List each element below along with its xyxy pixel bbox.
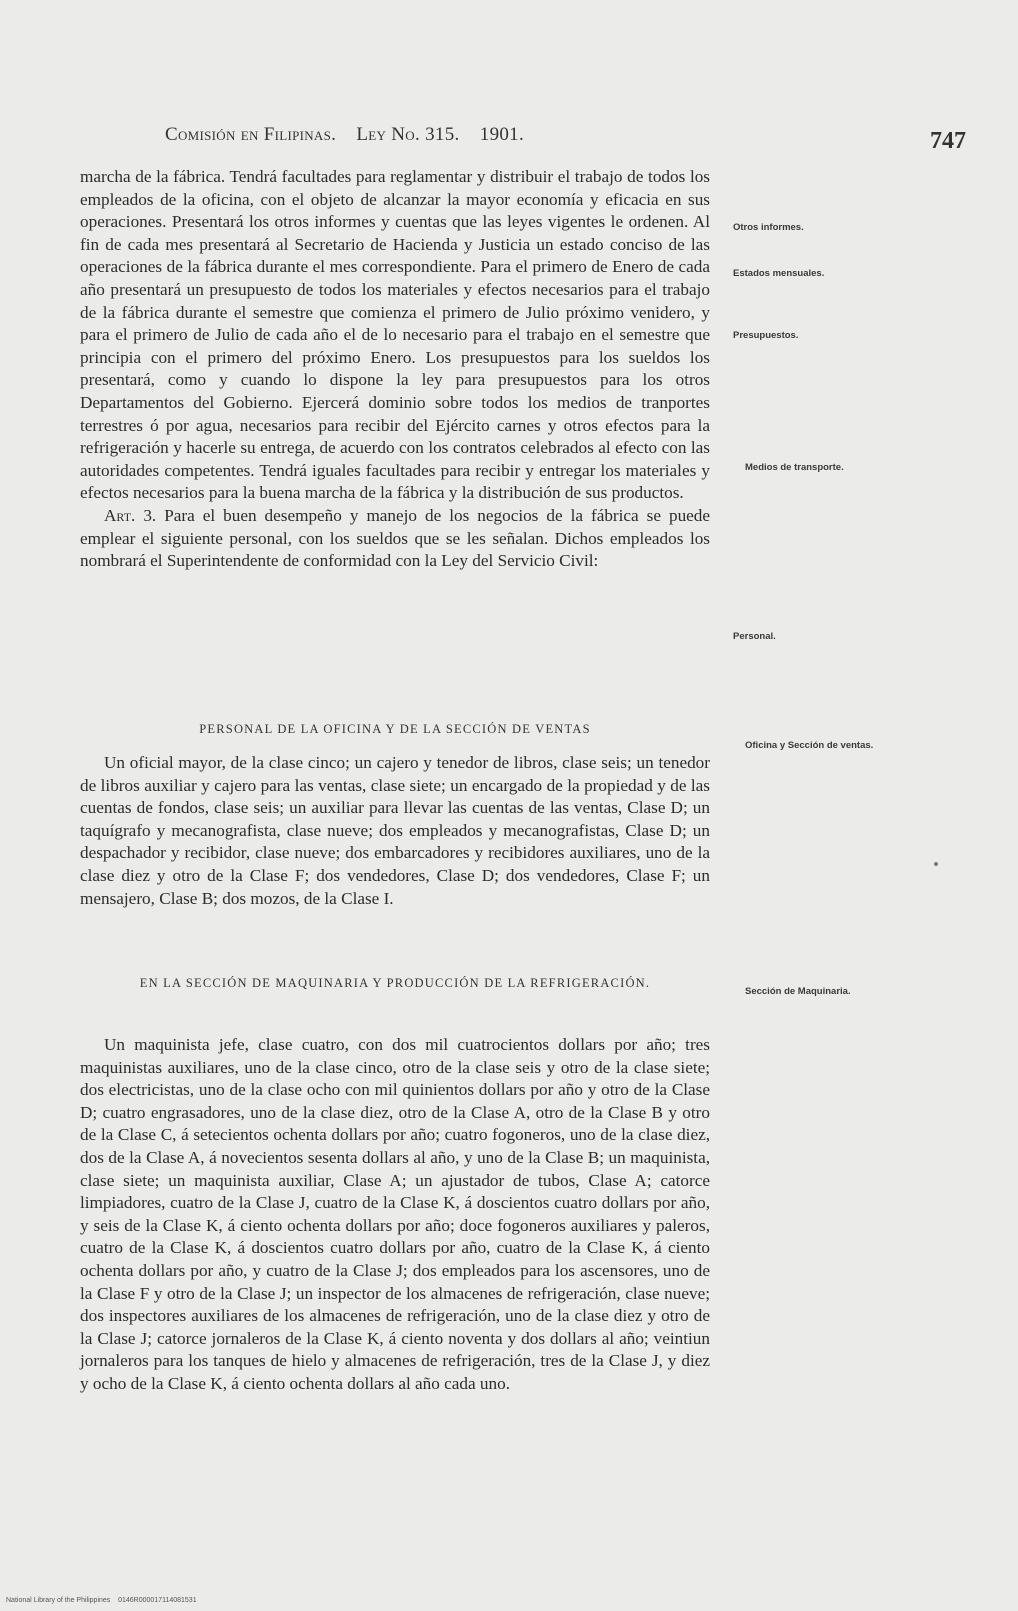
section-heading-machinery: EN LA SECCIÓN DE MAQUINARIA Y PRODUCCIÓN DE LA REFRIGERACIÓN. bbox=[139, 976, 651, 990]
footer-id: 0146R000017114081531 bbox=[118, 1597, 197, 1604]
section-heading-office: PERSONAL DE LA OFICINA Y DE LA SECCIÓN DE VENTAS bbox=[199, 722, 591, 736]
body-text-top bbox=[80, 166, 710, 573]
paragraph-superintendent-duties: marcha de la fábrica. Tendrá facultades para reglamentar y distribuir el trabajo de todos los empleados de la oficina, con el objeto de alcanzar la mayor economía y eficacia en sus operaciones. Presentará los otros informes y cuentas que las leyes vigentes le ordenen. Al fin de cada mes presentará al Secretario de Hacienda y Justicia un estado conciso de las operaciones de la fábrica durante el mes correspondiente. Para el primero de Enero de cada año presentará un presupuesto de todos los materiales y efectos necesarios para el trabajo de la fábrica durante el semestre que comienza el primero de Julio próximo venidero, y para el primero de Julio de cada año el de lo necesario para el trabajo en el semestre que principia con el primero del próximo Enero. Los presupuestos para los sueldos los presentará, como y cuando lo dispone la ley para presupuestos para los otros Departamentos del Gobierno. Ejercerá dominio sobre todos los medios de tranportes terrestres ó por agua, necesarios para recibir del Ejército carnes y otros efectos para la refrigeración y hacerle su entrega, de acuerdo con los contratos celebrados al efecto con las autoridades competentes. Tendrá iguales facultades para recibir y entregar los materiales y efectos necesarios para la buena marcha de la fábrica y la distribución de sus productos. bbox=[80, 167, 710, 503]
margin-note-oficina-ventas: Oficina y Sección de ventas. bbox=[745, 740, 874, 751]
scan-speck bbox=[934, 862, 938, 866]
article-3-text: Para el buen desempeño y manejo de los negocios de la fábrica se puede emplear el siguiente personal, con los sueldos que se les señalan. Dichos empleados los nombrará el Superintendente de conformidad con la Ley del Servicio Civil: bbox=[80, 505, 711, 571]
margin-note-presupuestos: Presupuestos. bbox=[733, 330, 799, 341]
margin-note-personal: Personal. bbox=[733, 631, 776, 642]
margin-note-estados-mensuales: Estados mensuales. bbox=[733, 268, 825, 279]
year: 1901. bbox=[479, 124, 525, 145]
page-number: 747 bbox=[930, 128, 966, 154]
paragraph-office-staff: Un oficial mayor, de la clase cinco; un cajero y tenedor de libros, clase seis; un tenedor de libros auxiliar y cajero para las ventas, clase siete; un encargado de la propiedad y de las cuentas de fondos, clase seis; un auxiliar para llevar las cuentas de las ventas, Clase D; un taquígrafo y mecanografista, clase nueve; dos empleados y mecanografistas, Clase D; un despachador y recibidor, clase nueve; dos embarcadores y recibidores auxiliares, uno de la clase diez y otro de la Clase F; dos vendedores, Clase D; dos vendedores, Clase F; un mensajero, Clase B; dos mozos, de la Clase I. bbox=[80, 753, 710, 908]
running-header bbox=[165, 124, 635, 146]
margin-note-seccion-maquinaria: Sección de Maquinaria. bbox=[745, 986, 851, 997]
running-title: Comisión en Filipinas. bbox=[165, 124, 337, 145]
body-text-machinery bbox=[80, 1034, 710, 1396]
article-label: Art. 3. bbox=[104, 505, 157, 525]
margin-note-otros-informes: Otros informes. bbox=[733, 222, 804, 233]
body-text-office bbox=[80, 752, 710, 910]
footer-library: National Library of the Philippines bbox=[6, 1597, 111, 1604]
paragraph-machinery-staff: Un maquinista jefe, clase cuatro, con dos mil cuatrocientos dollars por año; tres maquinistas auxiliares, uno de la clase cinco, otro de la clase seis y otro de la clase siete; dos electricistas, uno de la clase ocho con mil quinientos dollars por año y otro de la Clase D; cuatro engrasadores, uno de la clase diez, otro de la Clase A, otro de la Clase B y otro de la Clase C, á setecientos ochenta dollars por año; cuatro fogoneros, uno de la clase diez, dos de la Clase A, á novecientos sesenta dollars al año, y uno de la Clase B; un maquinista, clase siete; un maquinista auxiliar, Clase A; un ajustador de tubos, Clase A; catorce limpiadores, cuatro de la Clase J, cuatro de la Clase K, á doscientos cuatro dollars por año, y seis de la Clase K, á ciento ochenta dollars por año; doce fogoneros auxiliares y paleros, cuatro de la Clase K, á doscientos cuatro dollars por año, cuatro de la Clase K, á ciento ochenta dollars por año, y cuatro de la Clase J; dos empleados para los ascensores, uno de la Clase F y otro de la Clase J; un inspector de los almacenes de refrigeración, clase nueve; dos inspectores auxiliares de los almacenes de refrigeración, uno de la clase diez y otro de la Clase J; catorce jornaleros de la Clase K, á ciento noventa y dos dollars al año; veintiun jornaleros para los tanques de hielo y almacenes de refrigeración, tres de la Clase J, y diez y ocho de la Clase K, á ciento ochenta dollars al año cada uno. bbox=[80, 1035, 710, 1393]
margin-note-medios-transporte: Medios de transporte. bbox=[745, 462, 844, 473]
law-number: Ley No. 315. bbox=[356, 124, 460, 145]
library-footer bbox=[6, 1597, 197, 1604]
article-3 bbox=[80, 505, 710, 573]
